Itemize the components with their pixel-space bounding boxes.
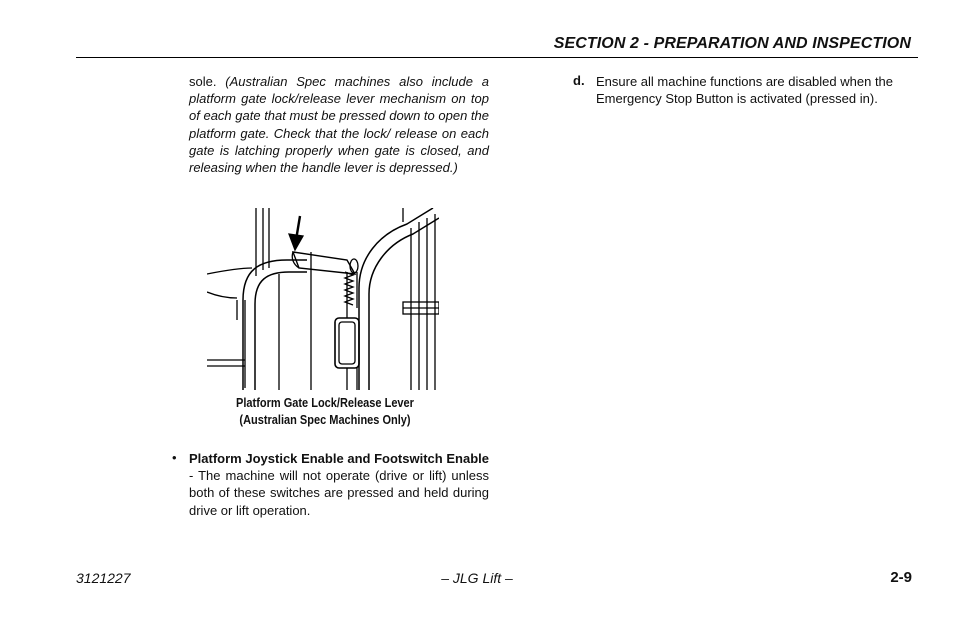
bullet-marker: • — [172, 450, 177, 465]
intro-italic-text: (Australian Spec machines also include a platform gate lock/release lever mechanism on top of each gate that must be pressed down to open the platform gate. Check that the lock/ release on each gate is latching properly when gate is closed, and releasing when the handle lever is depressed.) — [189, 74, 489, 176]
gate-lock-lever-illustration — [207, 208, 439, 390]
header-rule — [76, 57, 918, 58]
document-number: 3121227 — [76, 570, 131, 586]
bullet-heading: Platform Joystick Enable and Footswitch Enable — [189, 451, 489, 466]
footer-center-text: – JLG Lift – — [441, 570, 513, 586]
joystick-footswitch-paragraph — [189, 450, 489, 519]
intro-plain-text: sole. — [189, 74, 226, 89]
page-number: 2-9 — [890, 569, 912, 586]
item-d-text: Ensure all machine functions are disabled when the Emergency Stop Button is activated (pressed in). — [596, 74, 894, 107]
item-d-label: d. — [573, 73, 585, 88]
figure-caption-line-2: (Australian Spec Machines Only) — [239, 413, 411, 427]
gate-lock-paragraph — [189, 73, 489, 176]
bullet-body: - The machine will not operate (drive or lift) unless both of these switches are pressed and held during drive or lift operation. — [189, 468, 489, 518]
section-title: SECTION 2 - PREPARATION AND INSPECTION — [553, 35, 911, 52]
figure-caption-line-1: Platform Gate Lock/Release Lever — [236, 396, 414, 410]
